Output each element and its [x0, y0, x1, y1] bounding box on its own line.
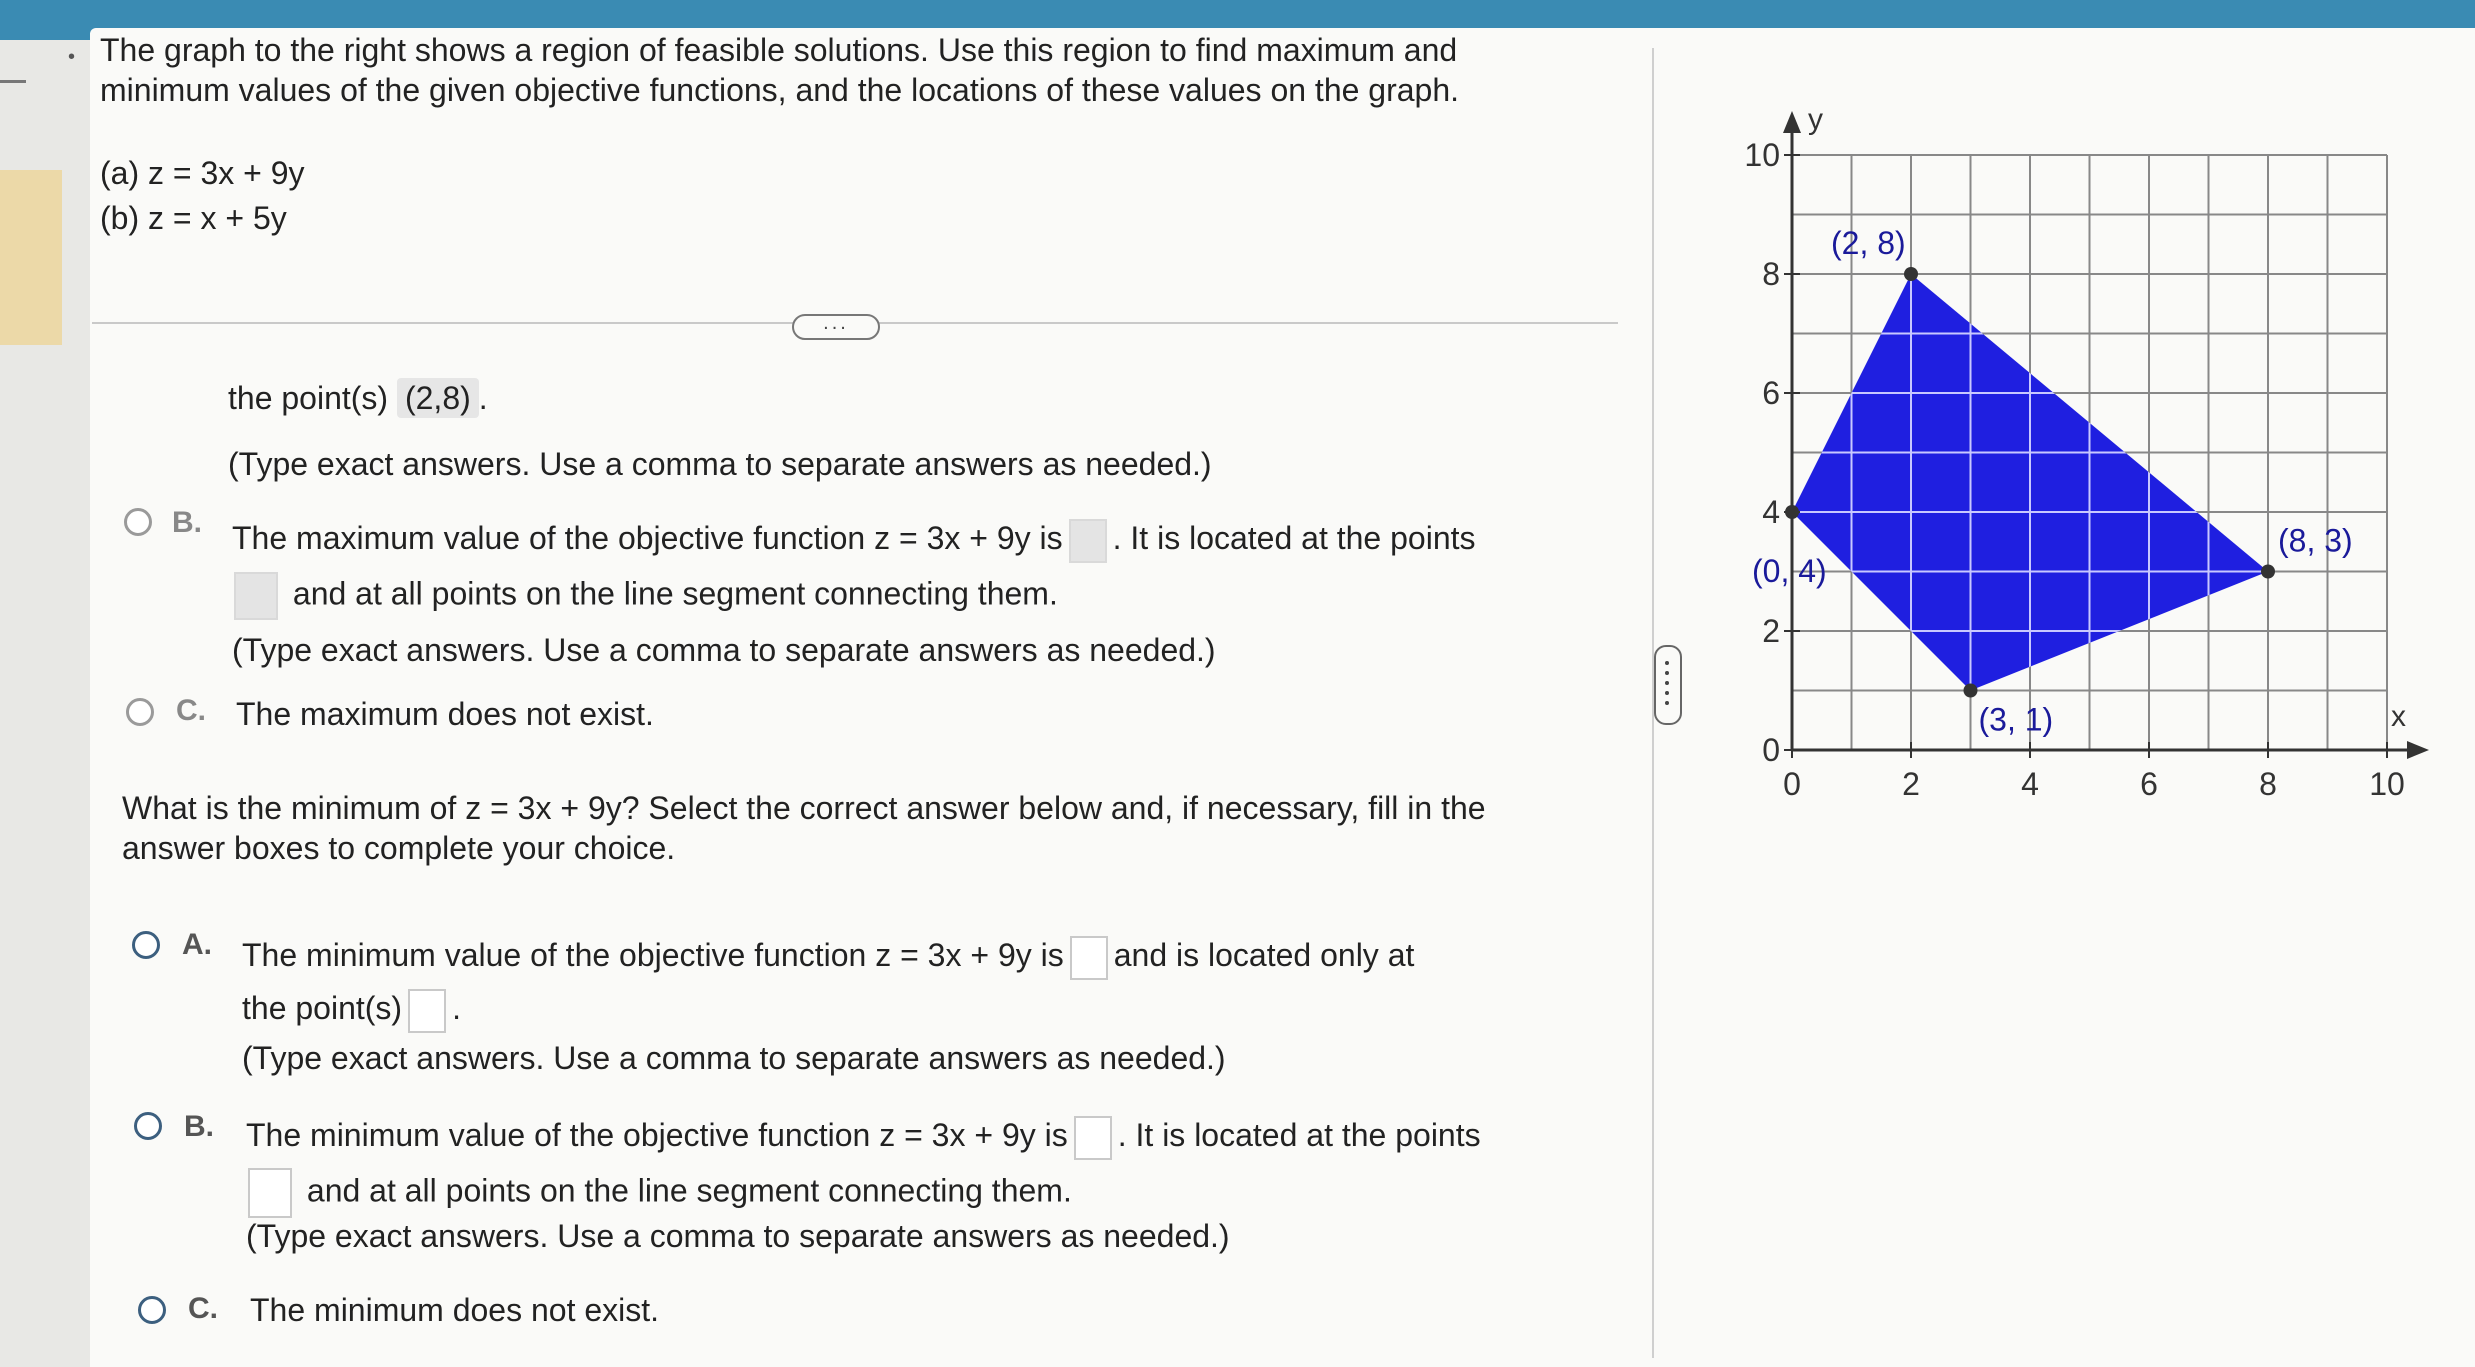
- x-tick-label: 2: [1902, 766, 1920, 802]
- x-axis-label: x: [2391, 700, 2406, 733]
- x-tick-label: 0: [1783, 766, 1801, 802]
- min-option-b-text1: The minimum value of the objective function z = 3x + 9y is: [246, 1117, 1068, 1153]
- x-tick-label: 4: [2021, 766, 2039, 802]
- min-option-a-line2: [242, 988, 461, 1033]
- y-axis-arrow: [1783, 111, 1801, 133]
- min-option-a-text3: the point(s): [242, 990, 403, 1026]
- vertex-dot: [1964, 684, 1978, 698]
- part-a-function: z = 3x + 9y: [148, 155, 305, 191]
- max-option-b-value-input[interactable]: [1069, 519, 1107, 563]
- vertex-dot: [2261, 565, 2275, 579]
- min-option-b-value-input[interactable]: [1074, 1116, 1112, 1160]
- min-option-c-letter: C.: [188, 1292, 218, 1325]
- y-axis-label: y: [1808, 103, 1823, 136]
- y-tick-label: 4: [1762, 494, 1780, 530]
- max-option-b-radio[interactable]: [124, 508, 152, 536]
- y-tick-label: 2: [1762, 613, 1780, 649]
- min-prompt-line2: answer boxes to complete your choice.: [122, 830, 676, 866]
- min-option-b-letter: B.: [184, 1110, 214, 1143]
- previous-answer-hint: (Type exact answers. Use a comma to separate answers as needed.): [228, 446, 1212, 482]
- question-intro-line1: The graph to the right shows a region of feasible solutions. Use this region to find maximum and: [100, 32, 1458, 68]
- vertex-label: (0, 4): [1752, 553, 1827, 589]
- previous-answer-value[interactable]: (2,8): [397, 378, 479, 418]
- max-option-b-line2: [232, 572, 1058, 620]
- vertex-label: (2, 8): [1831, 225, 1906, 261]
- min-option-b-text2: . It is located at the points: [1117, 1117, 1481, 1153]
- max-option-b-letter: B.: [172, 506, 202, 539]
- show-more-button[interactable]: ...: [792, 314, 880, 340]
- min-option-a-line1: [242, 935, 1414, 980]
- previous-answer-prefix: the point(s): [228, 380, 389, 416]
- bullet-icon: •: [68, 46, 76, 68]
- vertex-label: (3, 1): [1978, 701, 2054, 738]
- x-tick-label: 6: [2140, 766, 2158, 802]
- min-option-c-radio[interactable]: [138, 1296, 166, 1324]
- vertex-label: (8, 3): [2278, 522, 2353, 559]
- part-b-label: (b): [100, 200, 140, 236]
- part-b: [100, 198, 287, 238]
- question-intro-line2: minimum values of the given objective functions, and the locations of these values on the graph.: [100, 72, 1460, 108]
- min-option-a-hint: (Type exact answers. Use a comma to separate answers as needed.): [242, 1040, 1226, 1076]
- max-option-b-hint: (Type exact answers. Use a comma to separate answers as needed.): [232, 632, 1216, 668]
- x-axis-arrow: [2407, 741, 2429, 759]
- min-option-a-text1: The minimum value of the objective function z = 3x + 9y is: [242, 937, 1064, 973]
- vertex-dot: [1904, 267, 1918, 281]
- min-option-b-points-input[interactable]: [248, 1168, 292, 1218]
- min-option-a-letter: A.: [182, 928, 212, 961]
- x-tick-label: 10: [2369, 766, 2405, 802]
- gutter-mark: [0, 80, 26, 83]
- part-a: [100, 153, 305, 193]
- max-option-c-letter: C.: [176, 694, 206, 727]
- max-option-c-radio[interactable]: [126, 698, 154, 726]
- part-a-label: (a): [100, 155, 140, 191]
- max-option-c-text: The maximum does not exist.: [236, 696, 654, 732]
- min-option-b-text3: and at all points on the line segment connecting them.: [306, 1172, 1072, 1209]
- min-option-b-line1: [246, 1115, 1481, 1160]
- vertex-dot: [1785, 505, 1799, 519]
- max-option-b-text2: . It is located at the points: [1112, 520, 1476, 556]
- min-option-a-points-input[interactable]: [408, 989, 446, 1033]
- previous-answer-line: [228, 378, 488, 418]
- x-tick-label: 8: [2259, 766, 2277, 802]
- previous-answer-period: .: [478, 380, 488, 416]
- max-option-b-text1: The maximum value of the objective function z = 3x + 9y is: [232, 520, 1063, 556]
- left-highlight-strip: [0, 170, 62, 345]
- min-option-a-period: .: [452, 990, 461, 1026]
- y-tick-label: 10: [1744, 137, 1780, 173]
- max-option-b-line1: [232, 518, 1476, 563]
- min-option-a-text2: and is located only at: [1113, 937, 1415, 973]
- y-tick-label: 6: [1762, 375, 1780, 411]
- max-option-b-points-input[interactable]: [234, 572, 278, 620]
- min-option-b-radio[interactable]: [134, 1112, 162, 1140]
- max-option-b-text3: and at all points on the line segment connecting them.: [292, 575, 1058, 612]
- part-b-function: z = x + 5y: [148, 200, 287, 236]
- y-tick-label: 0: [1762, 732, 1780, 768]
- grip-icon: [1665, 661, 1669, 665]
- y-tick-label: 8: [1762, 256, 1780, 292]
- min-prompt-line1: What is the minimum of z = 3x + 9y? Select the correct answer below and, if necessary, fill in the: [122, 790, 1486, 826]
- min-option-a-value-input[interactable]: [1070, 936, 1108, 980]
- min-option-c-text: The minimum does not exist.: [250, 1292, 660, 1328]
- min-option-b-hint: (Type exact answers. Use a comma to separate answers as needed.): [246, 1218, 1230, 1254]
- feasible-region-graph: [1675, 40, 2475, 830]
- min-option-b-line2: [246, 1168, 1072, 1218]
- min-option-a-radio[interactable]: [132, 931, 160, 959]
